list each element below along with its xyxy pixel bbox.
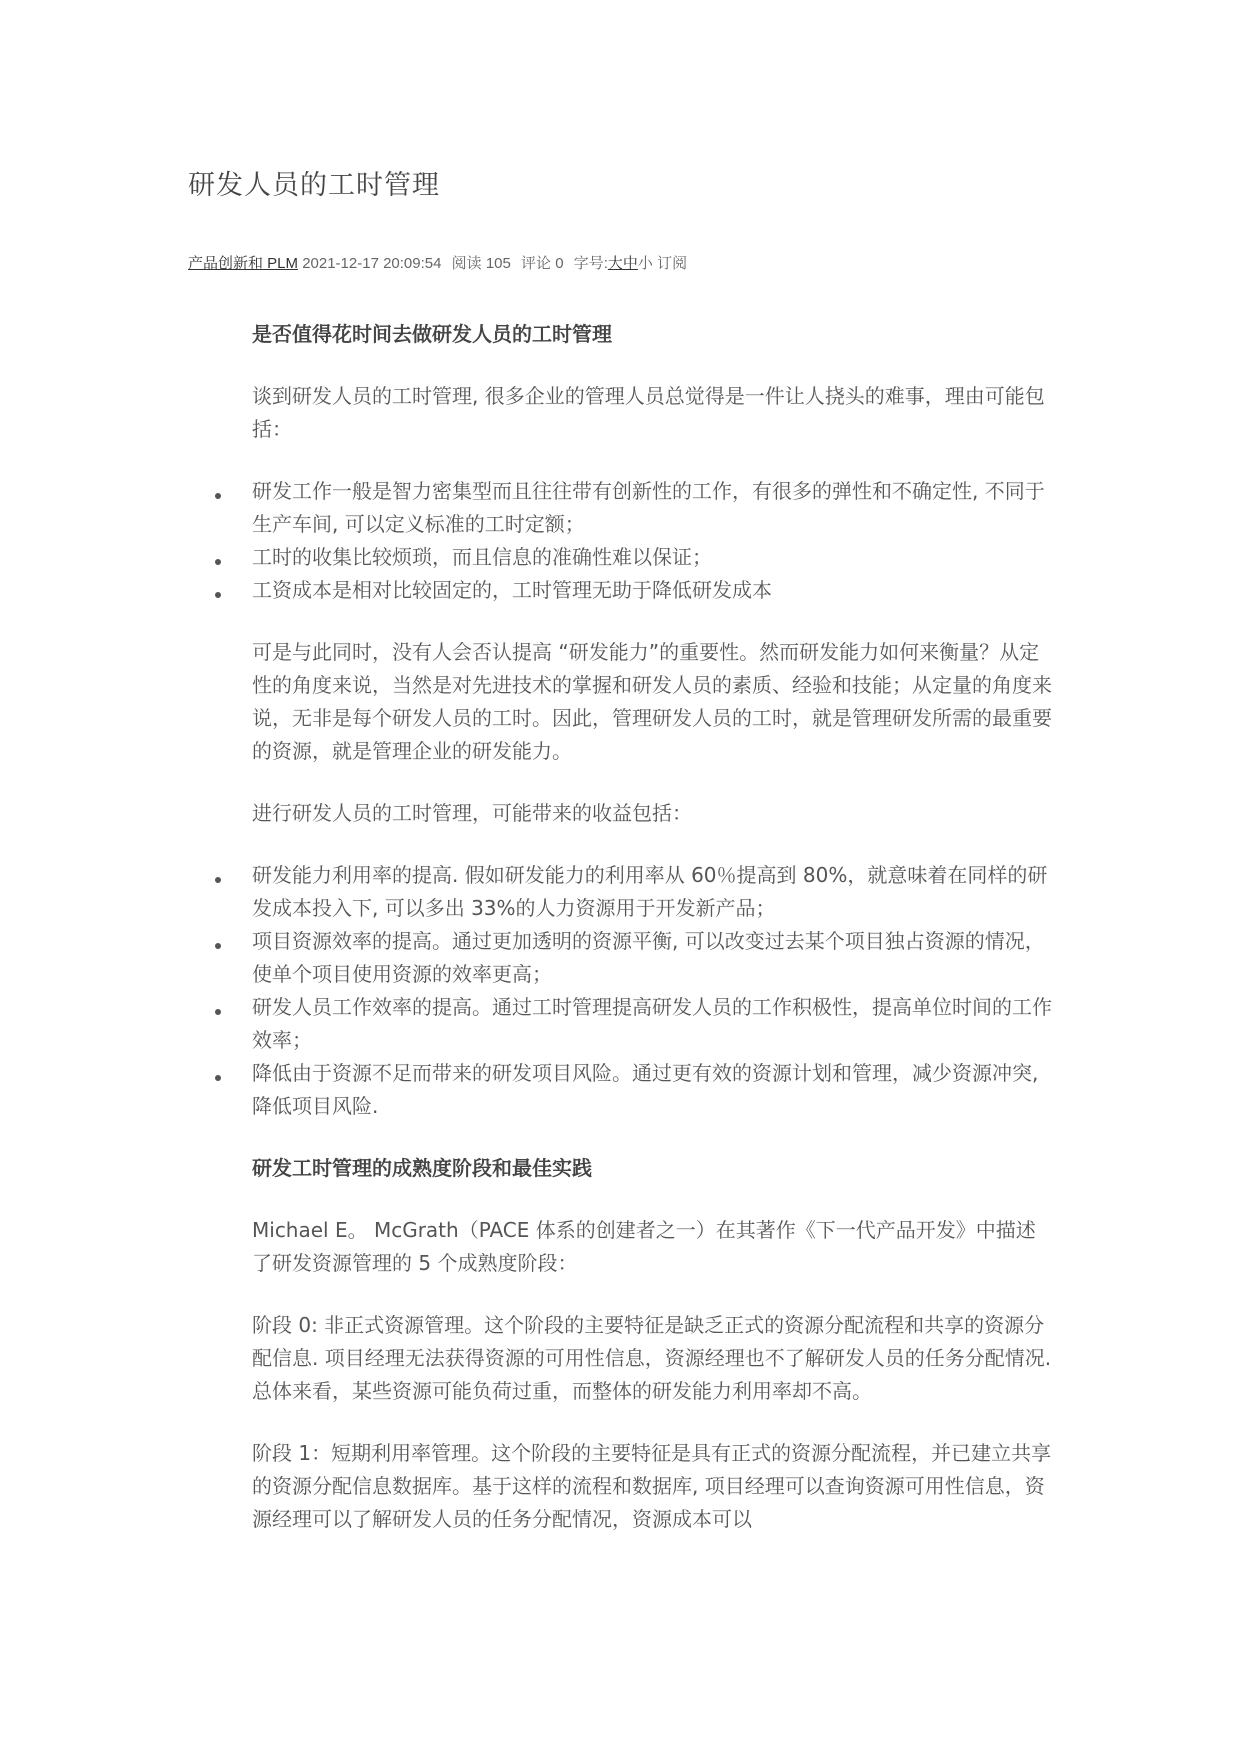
list-item: 研发人员工作效率的提高。通过工时管理提高研发人员的工作积极性，提高单位时间的工作效率； bbox=[252, 991, 1052, 1057]
paragraph: 阶段 0: 非正式资源管理。这个阶段的主要特征是缺乏正式的资源分配流程和共享的资源分配信息. 项目经理无法获得资源的可用性信息，资源经理也不了解研发人员的任务分配情况. 总体来看，某些资源可能负荷过重，而整体的研发能力利用率却不高。 bbox=[252, 1313, 1052, 1403]
font-size-medium-link[interactable]: 中 bbox=[622, 255, 638, 272]
list-item: 工资成本是相对比较固定的，工时管理无助于降低研发成本 bbox=[252, 574, 1052, 607]
list-item: 项目资源效率的提高。通过更加透明的资源平衡, 可以改变过去某个项目独占资源的情况，使单个项目使用资源的效率更高； bbox=[252, 925, 1052, 991]
list-item: 研发能力利用率的提高. 假如研发能力的利用率从 60％提高到 80%，就意味着在同样的研发成本投入下, 可以多出 33%的人力资源用于开发新产品； bbox=[252, 859, 1052, 925]
list-item: 降低由于资源不足而带来的研发项目风险。通过更有效的资源计划和管理，减少资源冲突, 降低项目风险. bbox=[252, 1057, 1052, 1123]
section-heading: 是否值得花时间去做研发人员的工时管理 bbox=[252, 322, 612, 346]
comment-count: 评论 0 bbox=[521, 255, 564, 272]
list-item: 研发工作一般是智力密集型而且往往带有创新性的工作，有很多的弹性和不确定性, 不同于生产车间, 可以定义标准的工时定额； bbox=[252, 475, 1052, 541]
section-heading: 研发工时管理的成熟度阶段和最佳实践 bbox=[252, 1156, 592, 1180]
font-size-large-link[interactable]: 大 bbox=[607, 255, 623, 272]
author-link[interactable]: 产品创新和 PLM bbox=[188, 255, 299, 272]
font-size-small-link[interactable]: 小 bbox=[637, 255, 653, 272]
paragraph: 进行研发人员的工时管理，可能带来的收益包括： bbox=[252, 801, 692, 825]
font-size-label: 字号: bbox=[573, 255, 608, 272]
benefits-list bbox=[204, 859, 1052, 1123]
publish-datetime: 2021-12-17 20:09:54 bbox=[302, 255, 442, 272]
article-body bbox=[252, 318, 1052, 1565]
paragraph: 谈到研发人员的工时管理, 很多企业的管理人员总觉得是一件让人挠头的难事，理由可能包括： bbox=[252, 384, 1045, 441]
subscribe-link[interactable]: 订阅 bbox=[657, 255, 688, 272]
paragraph: Michael E。 McGrath（PACE 体系的创建者之一）在其著作《下一代产品开发》中描述了研发资源管理的 5 个成熟度阶段： bbox=[252, 1218, 1036, 1275]
article-meta bbox=[188, 252, 687, 273]
paragraph: 阶段 1：短期利用率管理。这个阶段的主要特征是具有正式的资源分配流程，并已建立共享的资源分配信息数据库。基于这样的流程和数据库, 项目经理可以查询资源可用性信息，资源经理可以了解研发人员的任务分配情况，资源成本可以 bbox=[252, 1441, 1052, 1531]
list-item: 工时的收集比较烦琐，而且信息的准确性难以保证； bbox=[252, 541, 1052, 574]
read-count: 阅读 105 bbox=[451, 255, 511, 272]
paragraph: 可是与此同时，没有人会否认提高 “研发能力”的重要性。然而研发能力如何来衡量？从定性的角度来说，当然是对先进技术的掌握和研发人员的素质、经验和技能；从定量的角度来说，无非是每个研发人员的工时。因此，管理研发人员的工时，就是管理研发所需的最重要的资源，就是管理企业的研发能力。 bbox=[252, 640, 1052, 763]
article-title: 研发人员的工时管理 bbox=[188, 170, 440, 201]
reasons-list bbox=[204, 475, 1052, 607]
